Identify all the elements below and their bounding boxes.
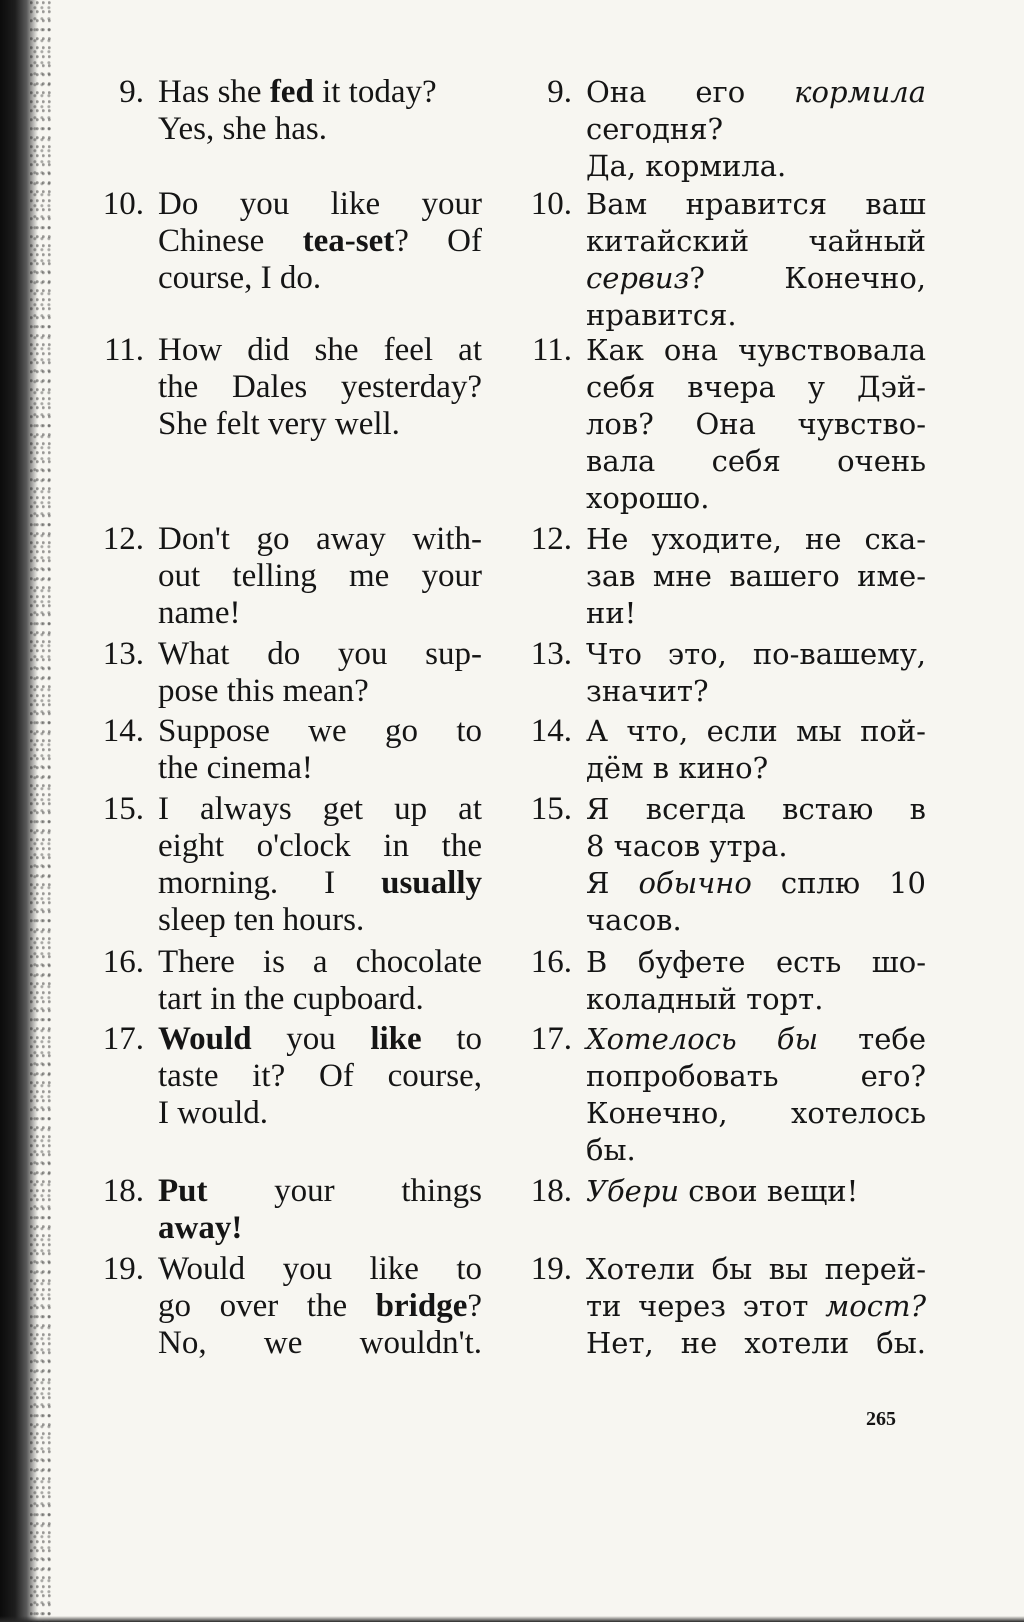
english-sentence-text (158, 713, 482, 787)
russian-line: Конечно, хотелось (586, 1096, 926, 1130)
russian-line: Хотели бы вы перей- (586, 1252, 926, 1286)
russian-line: китайский чайный (586, 224, 926, 258)
russian-line: бы. (586, 1133, 636, 1167)
russian-line: зав мне вашего име- (586, 559, 926, 593)
english-sentence-text (158, 791, 482, 939)
english-line: Would you like to (158, 1251, 482, 1287)
russian-line: сегодня? (586, 112, 724, 146)
russian-item-number: 11. (531, 332, 572, 368)
english-line: Has she fed it today? (158, 74, 437, 110)
page-bottom-edge (0, 1616, 1024, 1622)
english-sentence-text (158, 186, 482, 297)
english-line: No, we wouldn't. (158, 1325, 482, 1361)
english-line: course, I do. (158, 260, 322, 296)
russian-line: Не уходите, не ска- (586, 522, 926, 556)
english-item-number: 9. (119, 74, 144, 110)
english-line: go over the bridge? (158, 1288, 482, 1324)
english-line: Do you like your (158, 186, 482, 222)
page-number: 265 (866, 1408, 896, 1430)
english-line: I always get up at (158, 791, 482, 827)
russian-line: хорошо. (586, 481, 710, 515)
english-line: tart in the cupboard. (158, 981, 424, 1017)
russian-line: ти через этот мост? (586, 1289, 926, 1323)
english-line: away! (158, 1210, 243, 1246)
english-line: the Dales yesterday? (158, 369, 482, 405)
russian-translation-text (586, 1251, 926, 1362)
russian-translation-text (586, 791, 926, 939)
russian-line: А что, если мы пой- (586, 714, 926, 748)
english-line: I would. (158, 1095, 268, 1131)
english-line: pose this mean? (158, 673, 369, 709)
russian-item-number: 16. (530, 944, 572, 980)
russian-line: Убери свои вещи! (586, 1174, 859, 1208)
english-item-number: 19. (102, 1251, 144, 1287)
russian-line: часов. (586, 903, 682, 937)
russian-item-number: 13. (530, 636, 572, 672)
russian-line: Нет, не хотели бы. (586, 1326, 926, 1360)
russian-item-number: 18. (530, 1173, 572, 1209)
russian-item-number: 19. (530, 1251, 572, 1287)
english-line: out telling me your (158, 558, 482, 594)
english-sentence-text (158, 74, 482, 148)
english-line: Chinese tea-set? Of (158, 223, 482, 259)
english-line: There is a chocolate (158, 944, 482, 980)
english-line: Would you like to (158, 1021, 482, 1057)
russian-line: вала себя очень (586, 444, 926, 478)
russian-line: Я всегда встаю в (586, 792, 926, 826)
russian-line: 8 часов утра. (586, 829, 788, 863)
russian-line: лов? Она чувство- (586, 407, 926, 441)
russian-line: Хотелось бы тебе (586, 1022, 926, 1056)
russian-item-number: 12. (530, 521, 572, 557)
russian-translation-text (586, 636, 926, 710)
english-line: Yes, she has. (158, 111, 327, 147)
english-sentence-text (158, 1173, 482, 1247)
russian-line: значит? (586, 674, 709, 708)
russian-translation-text (586, 74, 926, 185)
russian-translation-text (586, 186, 926, 334)
russian-line: попробовать его? (586, 1059, 926, 1093)
russian-line: Она его кормила (586, 75, 926, 109)
english-line: the cinema! (158, 750, 313, 786)
english-item-number: 14. (102, 713, 144, 749)
russian-item-number: 14. (530, 713, 572, 749)
english-sentence-text (158, 944, 482, 1018)
english-line: She felt very well. (158, 406, 400, 442)
russian-line: ни! (586, 596, 637, 630)
russian-line: Я обычно сплю 10 (586, 866, 926, 900)
english-line: taste it? Of course, (158, 1058, 482, 1094)
english-line: eight o'clock in the (158, 828, 482, 864)
russian-line: нравится. (586, 298, 737, 332)
english-item-number: 11. (103, 332, 144, 368)
english-item-number: 12. (102, 521, 144, 557)
russian-translation-text (586, 1173, 926, 1210)
english-sentence-text (158, 521, 482, 632)
russian-item-number: 17. (530, 1021, 572, 1057)
russian-line: Что это, по-вашему, (586, 637, 926, 671)
russian-item-number: 15. (530, 791, 572, 827)
russian-translation-text (586, 332, 926, 517)
russian-line: Да, кормила. (586, 149, 787, 183)
english-line: How did she feel at (158, 332, 482, 368)
english-line: Suppose we go to (158, 713, 482, 749)
english-item-number: 16. (102, 944, 144, 980)
english-item-number: 18. (102, 1173, 144, 1209)
russian-item-number: 10. (530, 186, 572, 222)
english-sentence-text (158, 1251, 482, 1362)
english-sentence-text (158, 1021, 482, 1132)
russian-line: коладный торт. (586, 982, 824, 1016)
russian-line: Как она чувствовала (586, 333, 926, 367)
russian-line: В буфете есть шо- (586, 945, 926, 979)
english-line: Put your things (158, 1173, 482, 1209)
english-line: What do you sup- (158, 636, 482, 672)
russian-line: сервиз? Конечно, (586, 261, 926, 295)
russian-translation-text (586, 521, 926, 632)
english-item-number: 10. (102, 186, 144, 222)
russian-line: дём в кино? (586, 751, 769, 785)
english-item-number: 17. (102, 1021, 144, 1057)
english-line: morning. I usually (158, 865, 482, 901)
english-line: name! (158, 595, 241, 631)
english-item-number: 13. (102, 636, 144, 672)
binding-texture (30, 0, 52, 1622)
russian-item-number: 9. (547, 74, 572, 110)
english-sentence-text (158, 332, 482, 443)
russian-translation-text (586, 1021, 926, 1169)
russian-line: Вам нравится ваш (586, 187, 926, 221)
russian-translation-text (586, 944, 926, 1018)
russian-translation-text (586, 713, 926, 787)
russian-line: себя вчера у Дэй- (586, 370, 926, 404)
english-item-number: 15. (102, 791, 144, 827)
english-sentence-text (158, 636, 482, 710)
english-line: sleep ten hours. (158, 902, 365, 938)
english-line: Don't go away with- (158, 521, 482, 557)
